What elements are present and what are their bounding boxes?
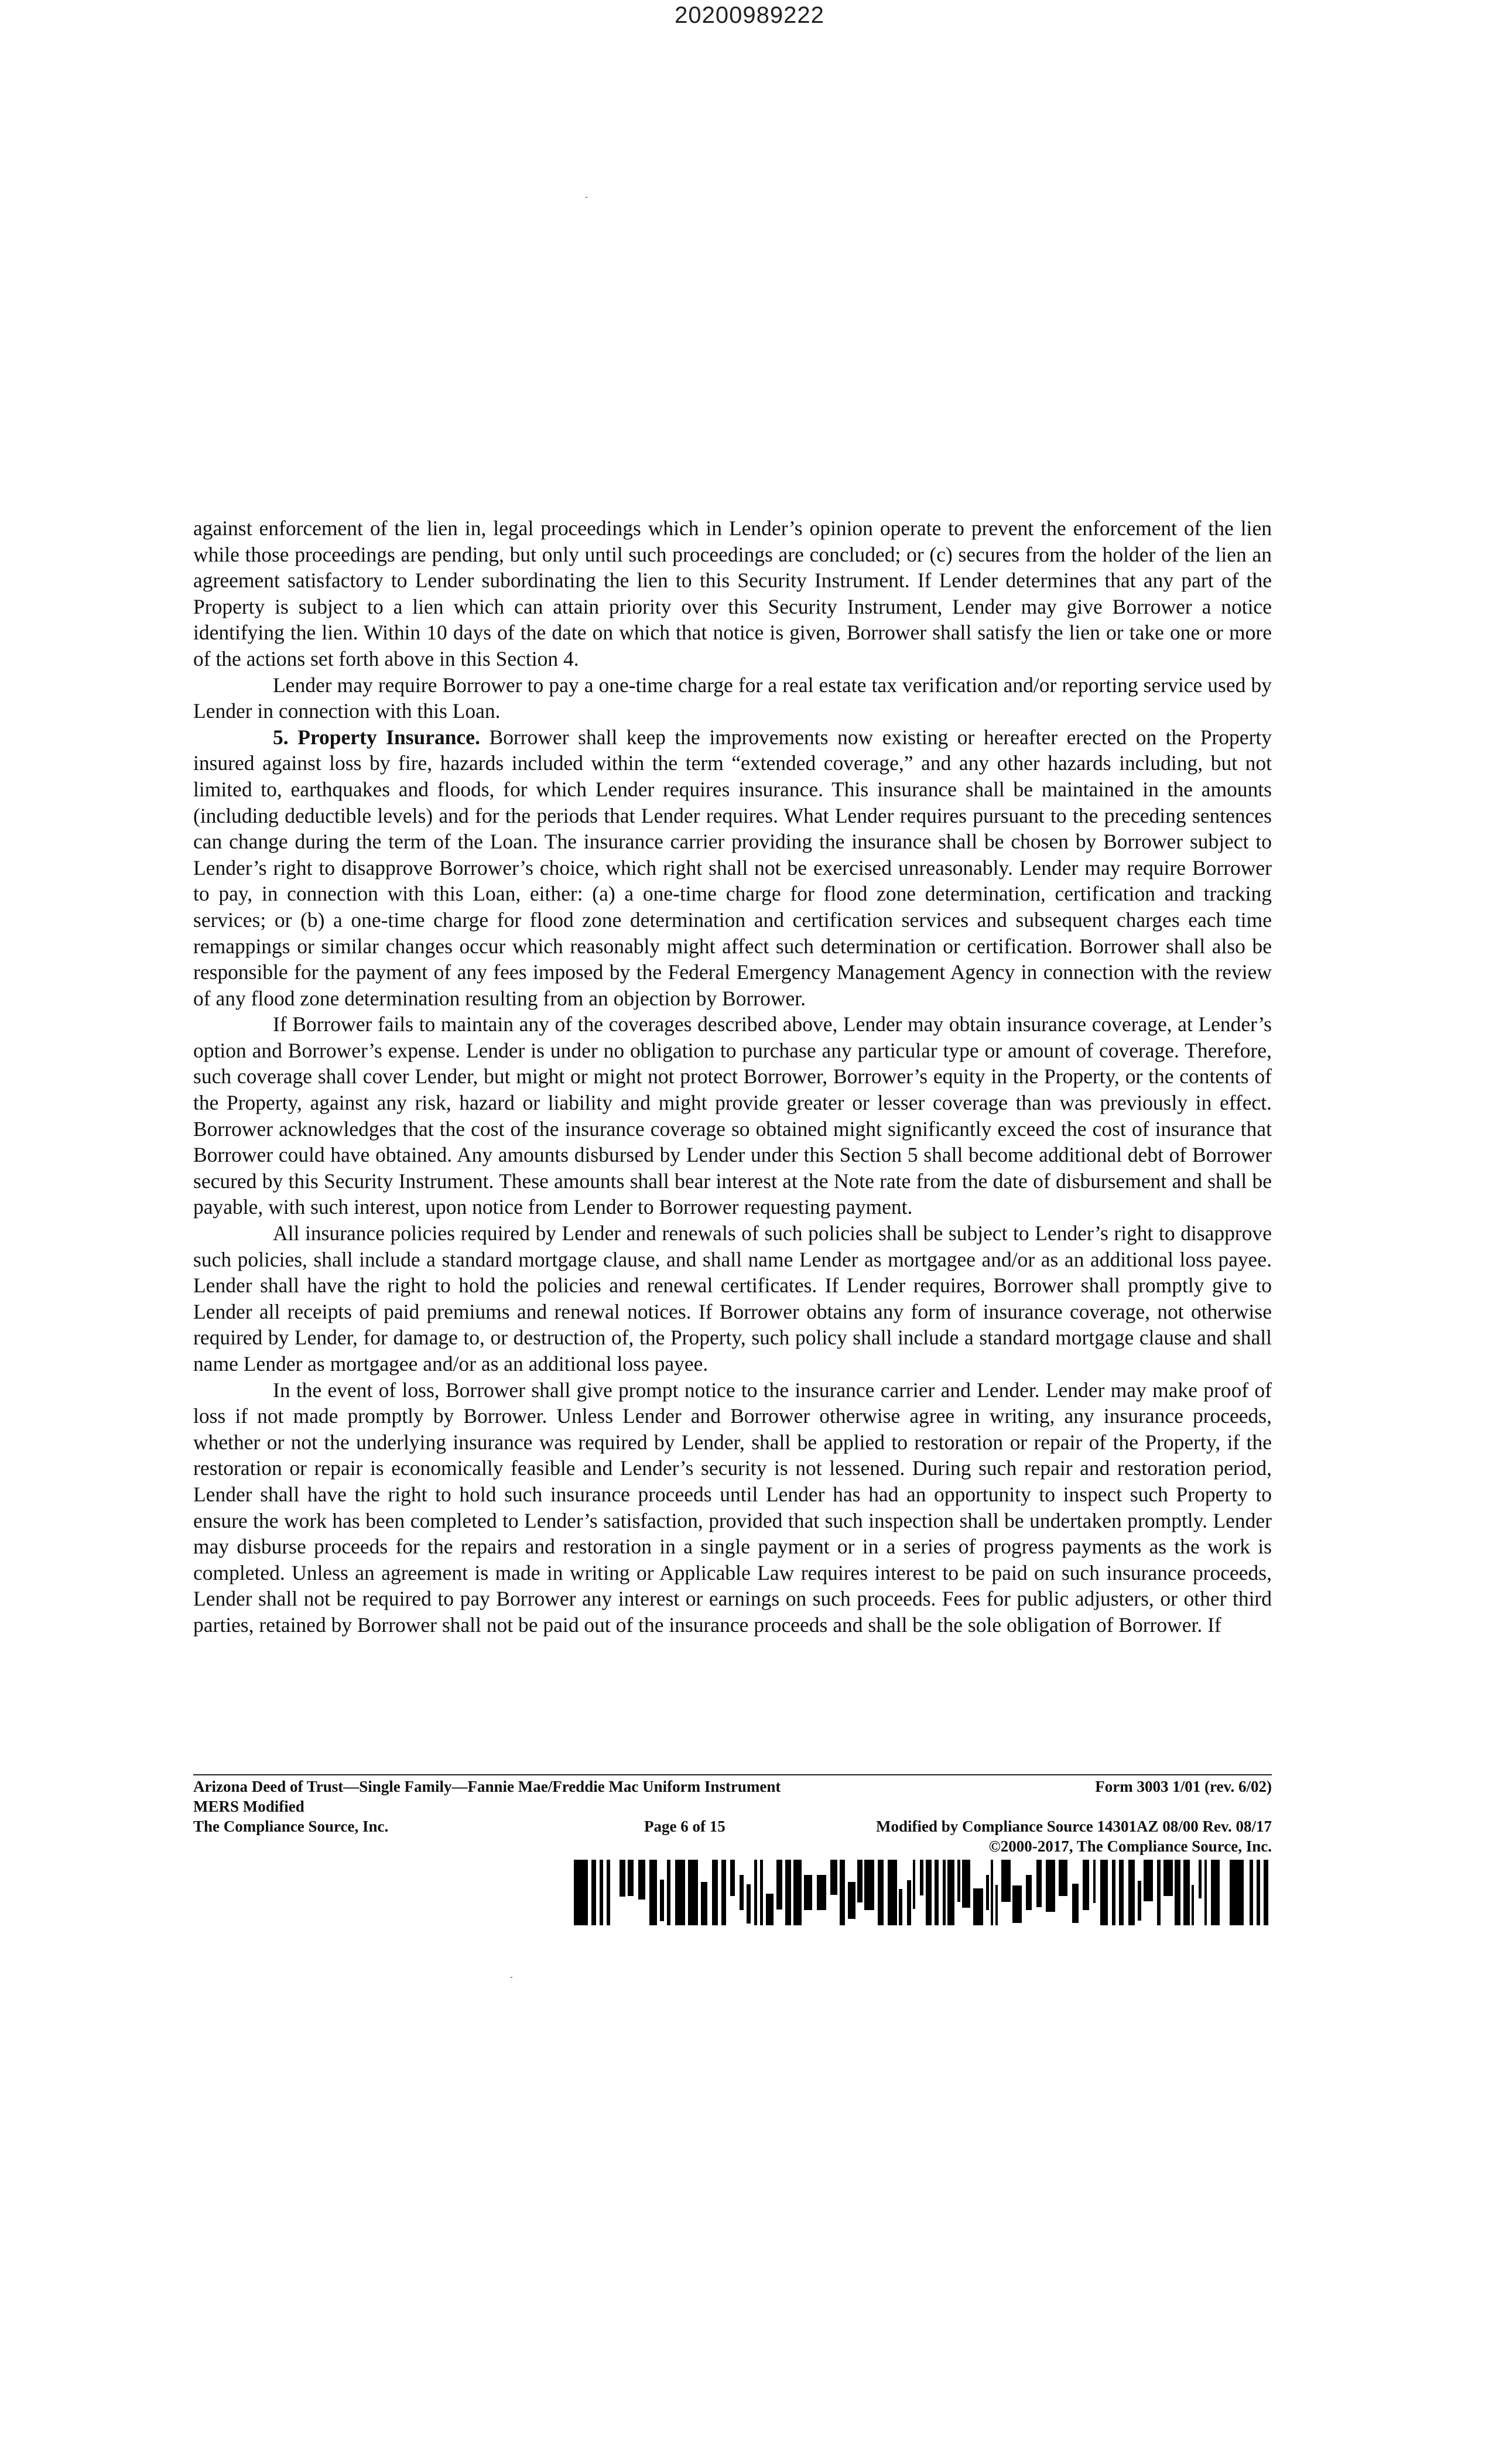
document-body [193,515,1272,1638]
paragraph-lien: against enforcement of the lien in, legal proceedings which in Lender’s opinion operate to prevent the enforcement of the lien while those proceedings are pending, but only until such proceedings are concluded; or (c) secures from the holder of the lien an agreement satisfactory to Lender subordinating the lien to this Security Instrument. If Lender determines that any part of the Property is subject to a lien which can attain priority over this Security Instrument, Lender may give Borrower a notice identifying the lien. Within 10 days of the date on which that notice is given, Borrower shall satisfy the lien or take one or more of the actions set forth above in this Section 4. [193,516,1272,670]
form-number: Form 3003 1/01 (rev. 6/02) [1095,1778,1272,1795]
page-number: Page 6 of 15 [644,1818,725,1835]
barcode-icon [574,1860,1272,1925]
section-heading: 5. Property Insurance. [273,725,480,749]
scan-speck [586,197,587,198]
paragraph-property-insurance [193,724,1272,1012]
paragraph-property-insurance-text: Borrower shall keep the improvements now existing or hereafter erected on the Property insured against loss by fire, hazards included within the term “extended coverage,” and any other hazards including, but not limited to, earthquakes and floods, for which Lender requires insurance. This insurance shall be maintained in the amounts (including deductible levels) and for the periods that Lender requires. What Lender requires pursuant to the preceding sentences can change during the term of the Loan. The insurance carrier providing the insurance shall be chosen by Borrower subject to Lender’s right to disapprove Borrower’s choice, which right shall not be exercised unreasonably. Lender may require Borrower to pay, in connection with this Loan, either: (a) a one-time charge for flood zone determination, certification and tracking services; or (b) a one-time charge for flood zone determination and certification services and subsequent charges each time remappings or similar changes occur which reasonably might affect such determination or certification. Borrower shall also be responsible for the payment of any fees imposed by the Federal Emergency Management Agency in connection with the review of any flood zone determination resulting from an objection by Borrower. [193,725,1272,1010]
paragraph-lender-coverage: If Borrower fails to maintain any of the coverages described above, Lender may obtain insurance coverage, at Lender’s option and Borrower’s expense. Lender is under no obligation to purchase any particular type or amount of coverage. Therefore, such coverage shall cover Lender, but might or might not protect Borrower, Borrower’s equity in the Property, or the contents of the Property, against any risk, hazard or liability and might provide greater or lesser coverage than was previously in effect. Borrower acknowledges that the cost of the insurance coverage so obtained might significantly exceed the cost of insurance that Borrower could have obtained. Any amounts disbursed by Lender under this Section 5 shall become additional debt of Borrower secured by this Security Instrument. These amounts shall bear interest at the Note rate from the date of disbursement and shall be payable, with such interest, upon notice from Lender to Borrower requesting payment. [193,1012,1272,1219]
footer-divider [193,1774,1272,1775]
paragraph-insurance-policies: All insurance policies required by Lender and renewals of such policies shall be subject to Lender’s right to disapprove such policies, shall include a standard mortgage clause, and shall name Lender as mortgagee and/or as an additional loss payee. Lender shall have the right to hold the policies and renewal certificates. If Lender requires, Borrower shall promptly give to Lender all receipts of paid premiums and renewal notices. If Borrower obtains any form of insurance coverage, not otherwise required by Lender, for damage to, or destruction of, the Property, such policy shall include a standard mortgage clause and shall name Lender as mortgagee and/or as an additional loss payee. [193,1221,1272,1375]
paragraph-tax-verification: Lender may require Borrower to pay a one-time charge for a real estate tax verification and/or reporting service used by Lender in connection with this Loan. [193,673,1272,723]
paragraph-event-of-loss: In the event of loss, Borrower shall give prompt notice to the insurance carrier and Lender. Lender may make proof of loss if not made promptly by Borrower. Unless Lender and Borrower otherwise agree in writing, any insurance proceeds, whether or not the underlying insurance was required by Lender, shall be applied to restoration or repair of the Property, if the restoration or repair is economically feasible and Lender’s security is not lessened. During such repair and restoration period, Lender shall have the right to hold such insurance proceeds until Lender has had an opportunity to inspect such Property to ensure the work has been completed to Lender’s satisfaction, provided that such inspection shall be undertaken promptly. Lender may disburse proceeds for the repairs and restoration in a single payment or in a series of progress payments as the work is completed. Unless an agreement is made in writing or Applicable Law requires interest to be paid on such insurance proceeds, Lender shall not be required to pay Borrower any interest or earnings on such proceeds. Fees for public adjusters, or other third parties, retained by Borrower shall not be paid out of the insurance proceeds and shall be the sole obligation of Borrower. If [193,1378,1272,1637]
scan-speck [511,1977,512,1978]
modified-by: Modified by Compliance Source 14301AZ 08/00 Rev. 08/17 [875,1818,1272,1835]
recording-number: 20200989222 [675,2,824,28]
copyright: ©2000-2017, The Compliance Source, Inc. [988,1837,1272,1855]
form-footer [193,1777,1272,1856]
mers-label: MERS Modified [193,1798,304,1815]
company-name: The Compliance Source, Inc. [193,1818,389,1835]
form-title: Arizona Deed of Trust—Single Family—Fannie Mae/Freddie Mac Uniform Instrument [193,1778,781,1795]
